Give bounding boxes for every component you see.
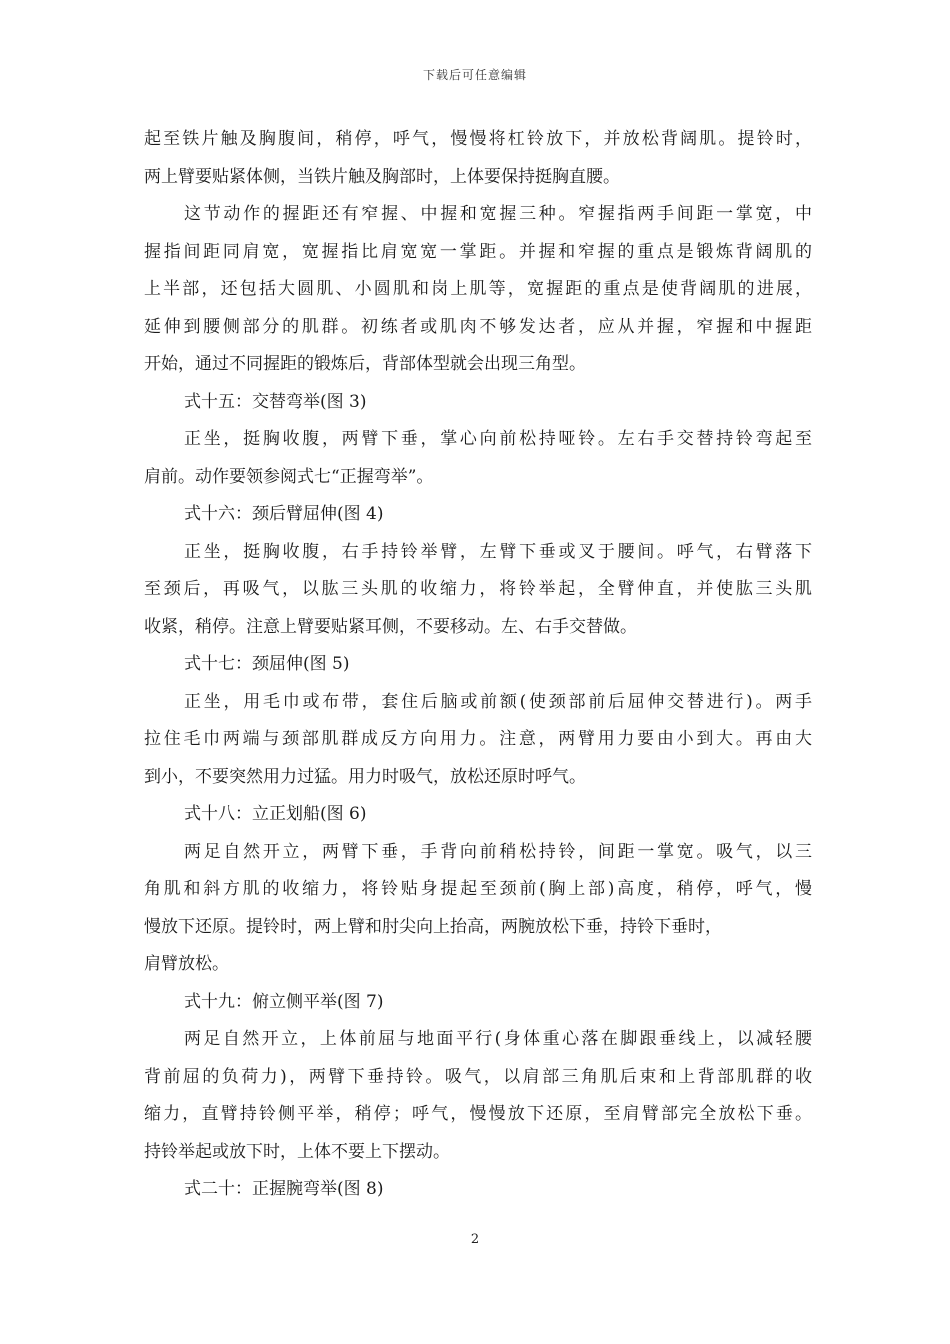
body-line: 至颈后，再吸气，以肱三头肌的收缩力，将铃举起，全臂伸直，并使肱三头肌 [144, 579, 812, 599]
section-heading: 式十七：颈屈伸(图 5) [184, 654, 350, 674]
body-line: 肩前。动作要领参阅式七“正握弯举”。 [144, 466, 434, 487]
paragraph-first-line: 两足自然开立，两臂下垂，手背向前稍松持铃，间距一掌宽。吸气，以三 [184, 841, 812, 862]
body-line: 收紧，稍停。注意上臂要贴紧耳侧，不要移动。左、右手交替做。 [144, 616, 637, 637]
body-line: 延伸到腰侧部分的肌群。初练者或肌肉不够发达者，应从并握，窄握和中握距 [144, 316, 812, 337]
body-line: 持铃举起或放下时，上体不要上下摆动。 [144, 1141, 450, 1162]
page-number: 2 [470, 1232, 480, 1247]
body-line: 握指间距同肩宽，宽握指比肩宽宽一掌距。并握和窄握的重点是锻炼背阔肌的 [144, 241, 812, 262]
body-line: 起至铁片触及胸腹间，稍停，呼气，慢慢将杠铃放下，并放松背阔肌。提铃时， [144, 129, 812, 149]
section-heading: 式十六：颈后臂屈伸(图 4) [184, 504, 384, 524]
body-line: 角肌和斜方肌的收缩力，将铃贴身提起至颈前(胸上部)高度，稍停，呼气，慢 [144, 879, 812, 899]
section-heading: 式十五：交替弯举(图 3) [184, 391, 367, 412]
body-line: 肩臂放松。 [144, 954, 229, 974]
body-line: 拉住毛巾两端与颈部肌群成反方向用力。注意，两臂用力要由小到大。再由大 [144, 729, 812, 749]
paragraph-first-line: 正坐，用毛巾或布带，套住后脑或前额(使颈部前后屈伸交替进行)。两手 [184, 691, 812, 712]
section-heading: 式十八：立正划船(图 6) [184, 804, 367, 824]
paragraph-first-line: 这节动作的握距还有窄握、中握和宽握三种。窄握指两手间距一掌宽，中 [184, 204, 812, 224]
section-heading: 式十九：俯立侧平举(图 7) [184, 991, 384, 1012]
body-line: 两上臂要贴紧体侧，当铁片触及胸部时，上体要保持挺胸直腰。 [144, 166, 620, 187]
body-line: 开始，通过不同握距的锻炼后，背部体型就会出现三角型。 [144, 354, 586, 374]
paragraph-first-line: 正坐，挺胸收腹，两臂下垂，掌心向前松持哑铃。左右手交替持铃弯起至 [184, 429, 812, 449]
document-body [144, 121, 812, 1209]
body-line: 慢放下还原。提铃时，两上臂和肘尖向上抬高，两腕放松下垂，持铃下垂时， [144, 916, 722, 937]
body-line: 到小，不要突然用力过猛。用力时吸气，放松还原时呼气。 [144, 766, 586, 787]
paragraph-first-line: 两足自然开立，上体前屈与地面平行(身体重心落在脚跟垂线上，以减轻腰 [184, 1029, 812, 1049]
page-header: 下载后可任意编辑 [422, 68, 527, 82]
body-line: 缩力，直臂持铃侧平举，稍停；呼气，慢慢放下还原，至肩臂部完全放松下垂。 [144, 1104, 812, 1124]
body-line: 上半部，还包括大圆肌、小圆肌和岗上肌等，宽握距的重点是使背阔肌的进展， [144, 279, 812, 299]
section-heading: 式二十：正握腕弯举(图 8) [184, 1179, 384, 1199]
body-line: 背前屈的负荷力)，两臂下垂持铃。吸气，以肩部三角肌后束和上背部肌群的收 [144, 1066, 812, 1087]
paragraph-first-line: 正坐，挺胸收腹，右手持铃举臂，左臂下垂或叉于腰间。呼气，右臂落下 [184, 541, 812, 562]
